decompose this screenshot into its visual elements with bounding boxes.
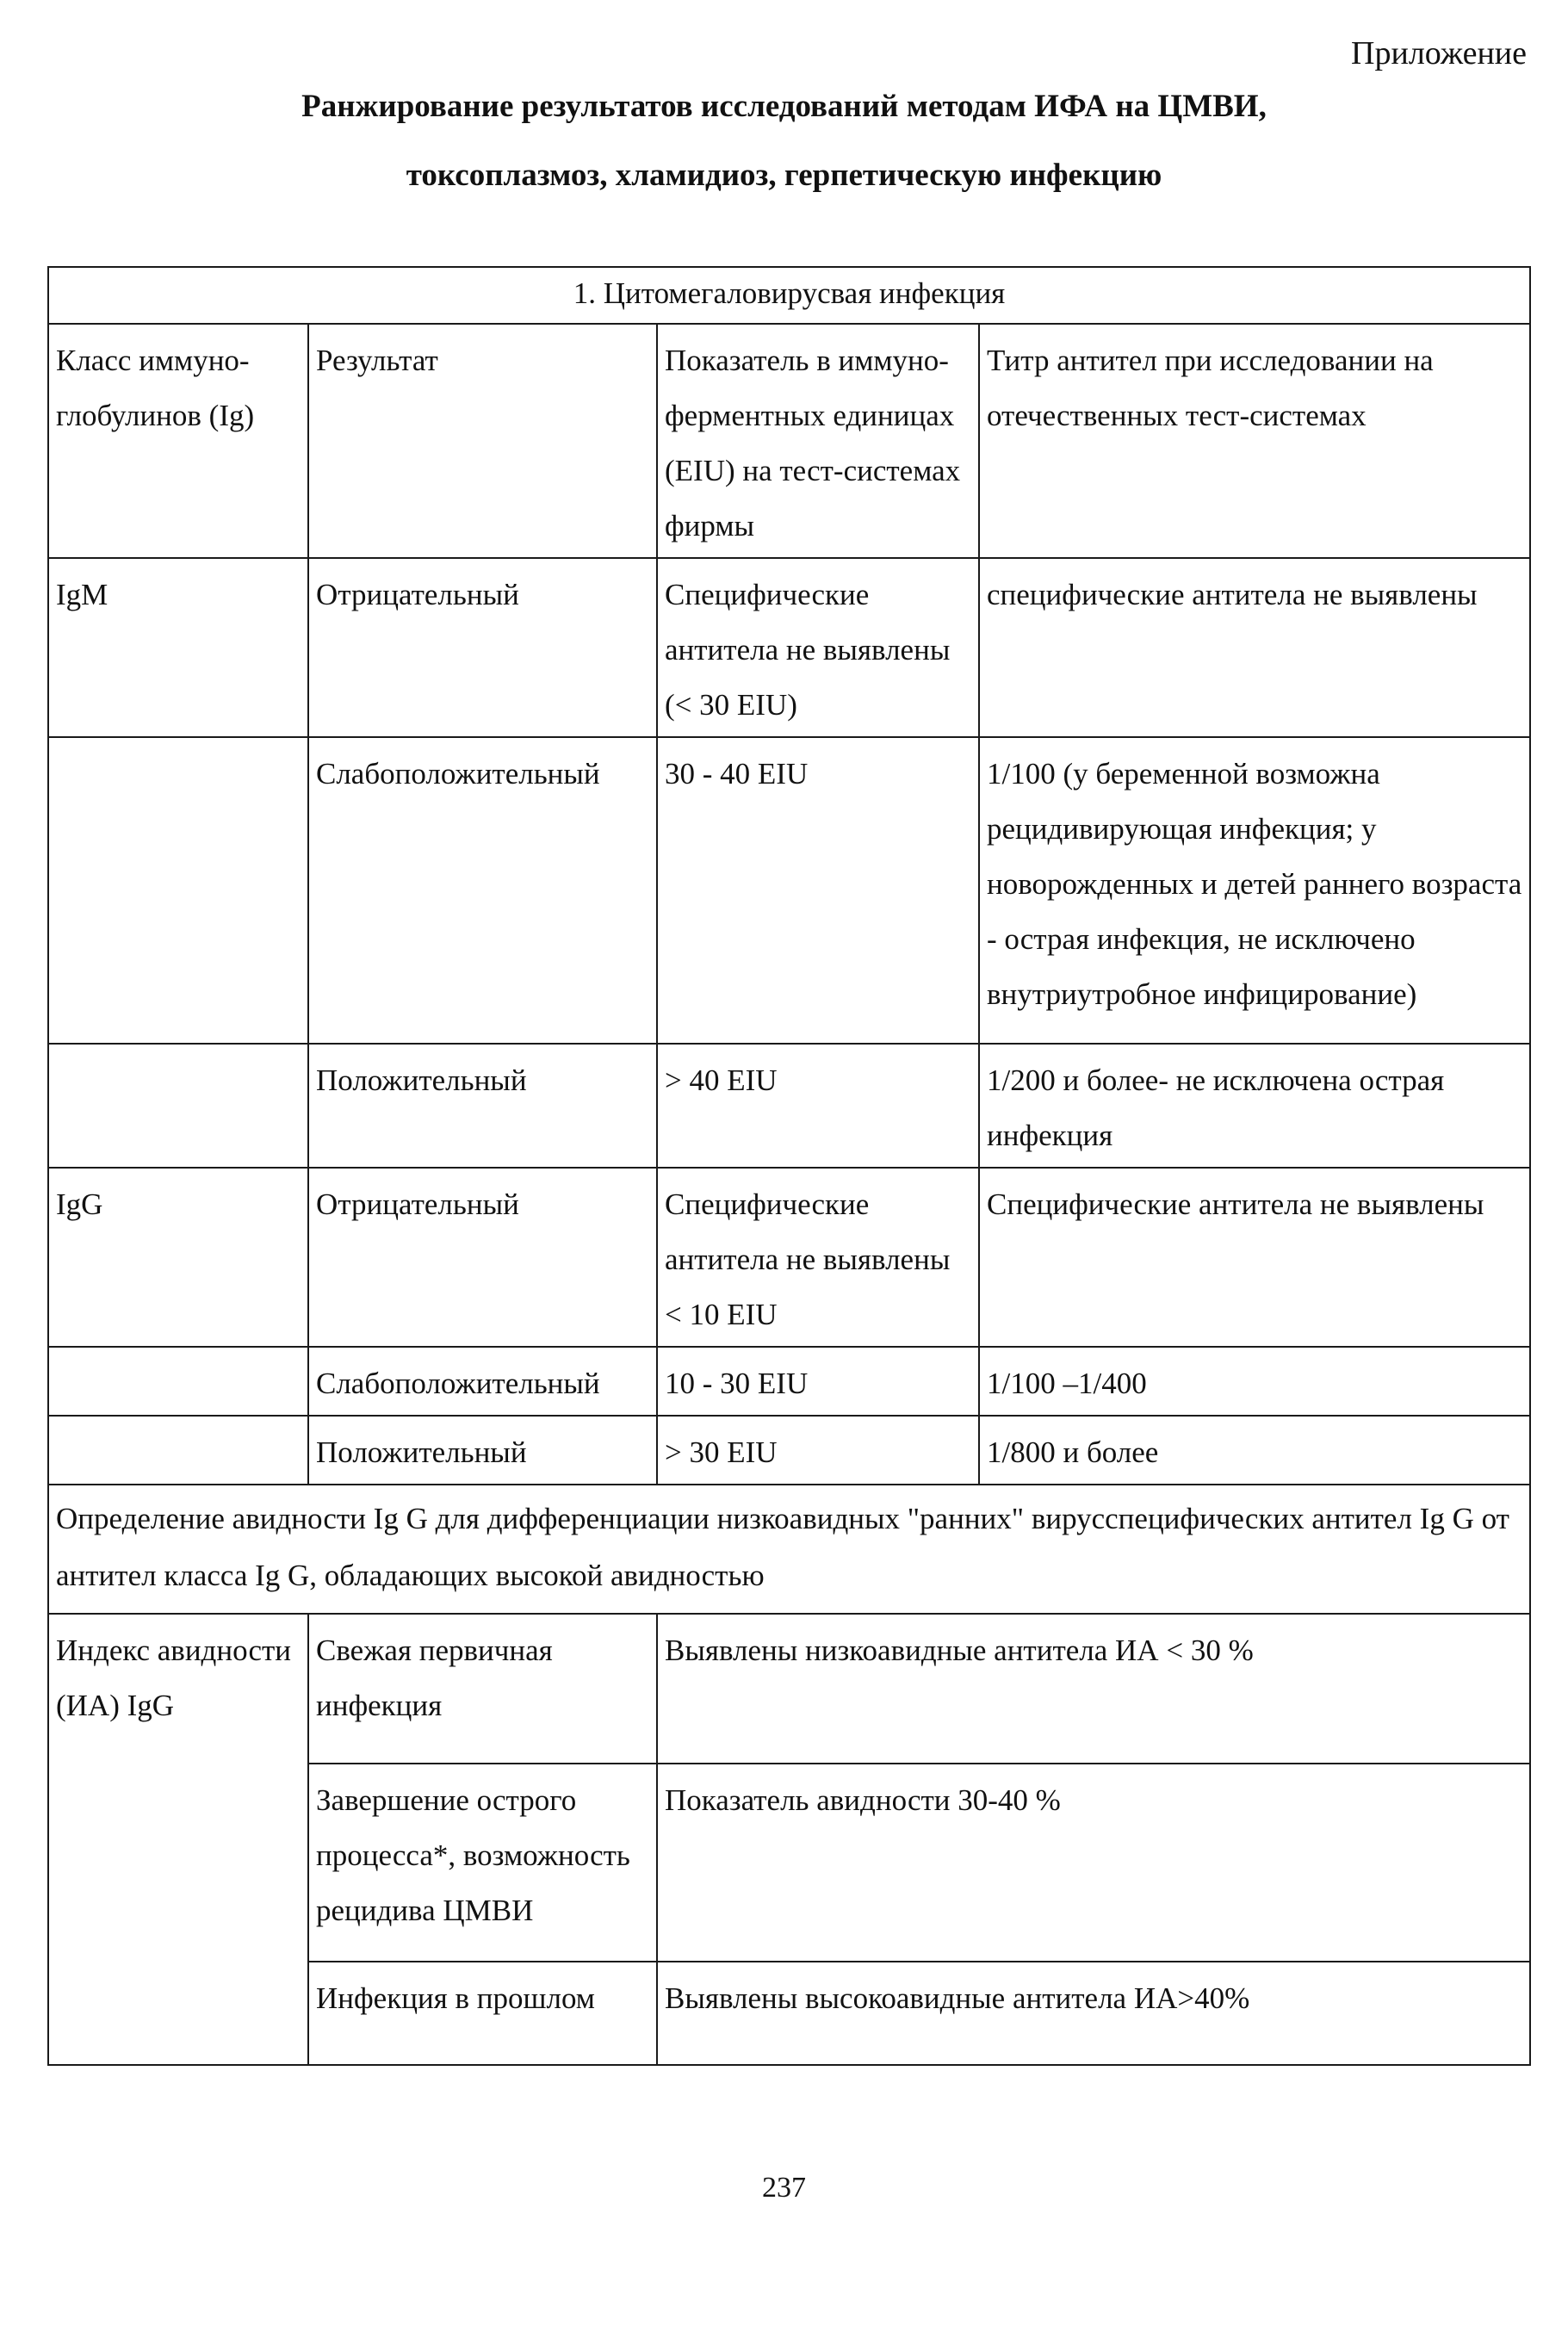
- titer-cell: 1/800 и более: [979, 1416, 1530, 1485]
- ig-class-cell-empty: [48, 1044, 308, 1168]
- result-cell: Слабоположительный: [308, 1347, 657, 1416]
- table-row: [48, 1416, 1530, 1485]
- table-row: [48, 1347, 1530, 1416]
- eiu-cell: Специфические антитела не выявлены (< 30 EIU): [657, 558, 979, 737]
- table-row: [48, 558, 1530, 737]
- header-result: Результат: [308, 324, 657, 558]
- cmv-ranking-table: [47, 266, 1531, 2066]
- avidity-stage-cell: Свежая первичная инфекция: [308, 1614, 657, 1764]
- result-cell: Положительный: [308, 1416, 657, 1485]
- avidity-index-label: Индекс авидности (ИА) IgG: [48, 1614, 308, 2065]
- table-row: [48, 1614, 1530, 1764]
- avidity-stage-cell: Инфекция в прошлом: [308, 1962, 657, 2065]
- titer-cell: 1/100 –1/400: [979, 1347, 1530, 1416]
- ig-class-cell-empty: [48, 1416, 308, 1485]
- eiu-cell: 30 - 40 EIU: [657, 737, 979, 1044]
- result-cell: Положительный: [308, 1044, 657, 1168]
- titer-cell: 1/200 и более- не исключена острая инфекция: [979, 1044, 1530, 1168]
- header-ig-class: Класс иммуно-глобулинов (Ig): [48, 324, 308, 558]
- avidity-value-cell: Выявлены высокоавидные антитела ИА>40%: [657, 1962, 1530, 2065]
- header-titer: Титр антител при исследовании на отечественных тест-системах: [979, 324, 1530, 558]
- section-title: 1. Цитомегаловирусвая инфекция: [48, 267, 1530, 324]
- table-row: [48, 1168, 1530, 1347]
- appendix-label: Приложение: [1351, 35, 1527, 71]
- avidity-value-cell: Выявлены низкоавидные антитела ИА < 30 %: [657, 1614, 1530, 1764]
- eiu-cell: Специфические антитела не выявлены < 10 EIU: [657, 1168, 979, 1347]
- titer-cell: Специфические антитела не выявлены: [979, 1168, 1530, 1347]
- header-eiu: Показатель в иммуно-ферментных единицах (EIU) на тест-системах фирмы: [657, 324, 979, 558]
- avidity-definition-row: [48, 1485, 1530, 1614]
- result-cell: Слабоположительный: [308, 737, 657, 1044]
- section-header-row: [48, 267, 1530, 324]
- titer-cell: 1/100 (у беременной возможна рецидивирующая инфекция; у новорожденных и детей раннего возраста - острая инфекция, не исключено внутриутробное инфицирование): [979, 737, 1530, 1044]
- avidity-value-cell: Показатель авидности 30-40 %: [657, 1764, 1530, 1962]
- eiu-cell: > 30 EIU: [657, 1416, 979, 1485]
- page-number: 237: [762, 2172, 806, 2204]
- eiu-cell: > 40 EIU: [657, 1044, 979, 1168]
- avidity-definition: Определение авидности Ig G для дифференциации низкоавидных "ранних" вирусспецифических антител Ig G от антител класса Ig G, обладающих высокой авидностью: [48, 1485, 1530, 1614]
- table-row: [48, 737, 1530, 1044]
- ig-class-cell-empty: [48, 737, 308, 1044]
- eiu-cell: 10 - 30 EIU: [657, 1347, 979, 1416]
- titer-cell: специфические антитела не выявлены: [979, 558, 1530, 737]
- ig-class-cell: IgM: [48, 558, 308, 737]
- table-row: [48, 1044, 1530, 1168]
- ig-class-cell: IgG: [48, 1168, 308, 1347]
- column-header-row: [48, 324, 1530, 558]
- result-cell: Отрицательный: [308, 1168, 657, 1347]
- avidity-stage-cell: Завершение острого процесса*, возможность рецидива ЦМВИ: [308, 1764, 657, 1962]
- title-line-2: токсоплазмоз, хламидиоз, герпетическую инфекцию: [406, 158, 1162, 193]
- result-cell: Отрицательный: [308, 558, 657, 737]
- ig-class-cell-empty: [48, 1347, 308, 1416]
- title-line-1: Ранжирование результатов исследований методам ИФА на ЦМВИ,: [301, 89, 1267, 124]
